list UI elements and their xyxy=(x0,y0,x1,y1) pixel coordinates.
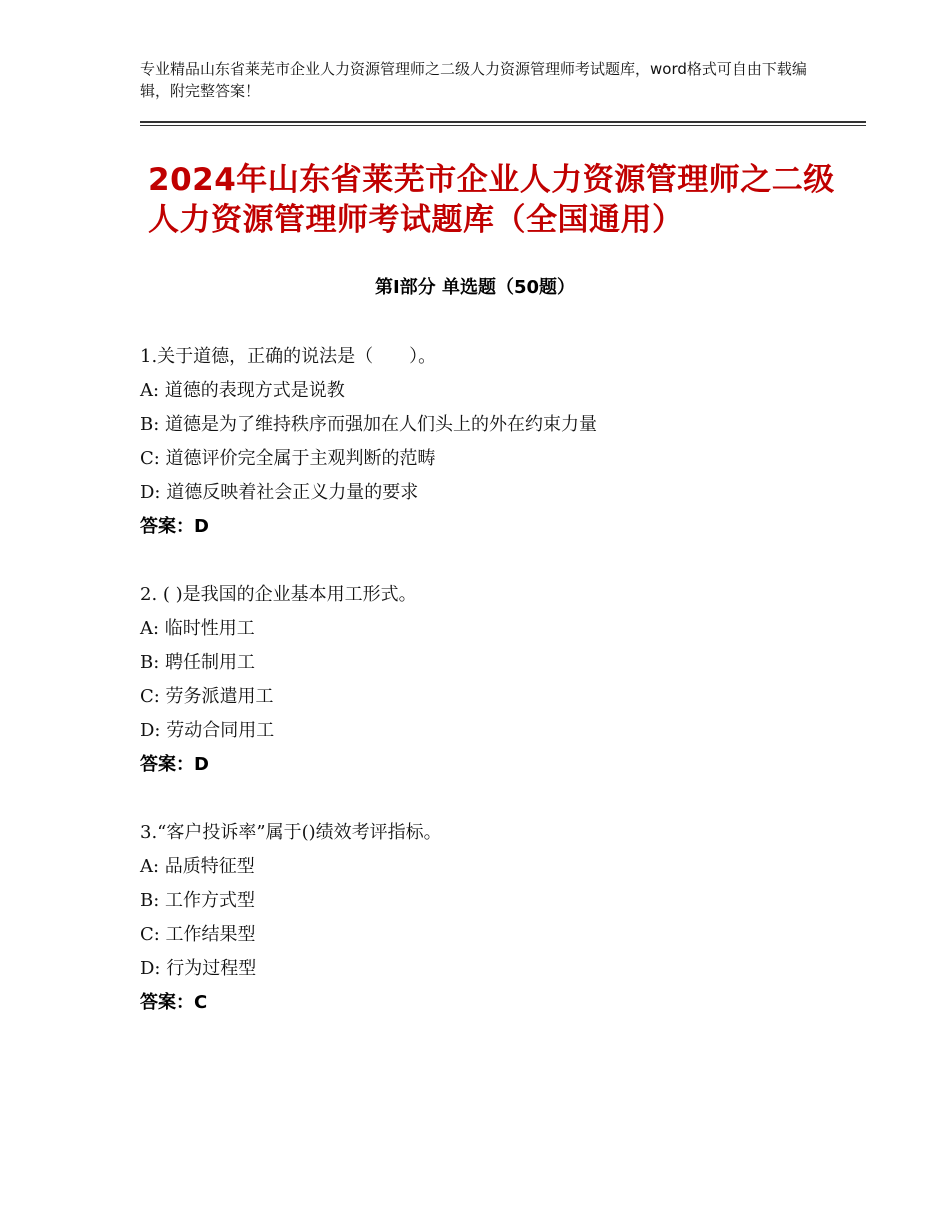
answer: 答案：D xyxy=(140,754,209,775)
answer: 答案：C xyxy=(140,992,208,1013)
question-3 xyxy=(140,816,840,1020)
question-stem: 3.“客户投诉率”属于()绩效考评指标。 xyxy=(140,822,442,843)
option-c: C: 劳务派遣用工 xyxy=(140,686,274,707)
question-stem: 2. ( )是我国的企业基本用工形式。 xyxy=(140,584,417,605)
header-divider-thick xyxy=(140,121,866,123)
answer: 答案：D xyxy=(140,516,209,537)
section-title: 第Ⅰ部分 单选题（50题） xyxy=(374,277,575,298)
option-c: C: 道德评价完全属于主观判断的范畴 xyxy=(140,448,436,469)
option-b: B: 道德是为了维持秩序而强加在人们头上的外在约束力量 xyxy=(140,414,598,435)
option-d: D: 行为过程型 xyxy=(140,958,257,979)
question-2 xyxy=(140,578,840,782)
option-b: B: 工作方式型 xyxy=(140,890,256,911)
document-title: 2024年山东省莱芜市企业人力资源管理师之二级人力资源管理师考试题库（全国通用） xyxy=(148,162,835,238)
option-d: D: 劳动合同用工 xyxy=(140,720,275,741)
question-stem: 1.关于道德，正确的说法是（ ）。 xyxy=(140,346,437,367)
header-divider-thin xyxy=(140,125,866,126)
option-a: A: 道德的表现方式是说教 xyxy=(140,380,345,401)
question-1 xyxy=(140,340,840,544)
option-d: D: 道德反映着社会正义力量的要求 xyxy=(140,482,419,503)
option-a: A: 品质特征型 xyxy=(140,856,255,877)
option-a: A: 临时性用工 xyxy=(140,618,255,639)
question-list xyxy=(140,340,840,1054)
header-note: 专业精品山东省莱芜市企业人力资源管理师之二级人力资源管理师考试题库，word格式可自由下载编辑，附完整答案！ xyxy=(140,60,807,100)
option-b: B: 聘任制用工 xyxy=(140,652,256,673)
option-c: C: 工作结果型 xyxy=(140,924,256,945)
